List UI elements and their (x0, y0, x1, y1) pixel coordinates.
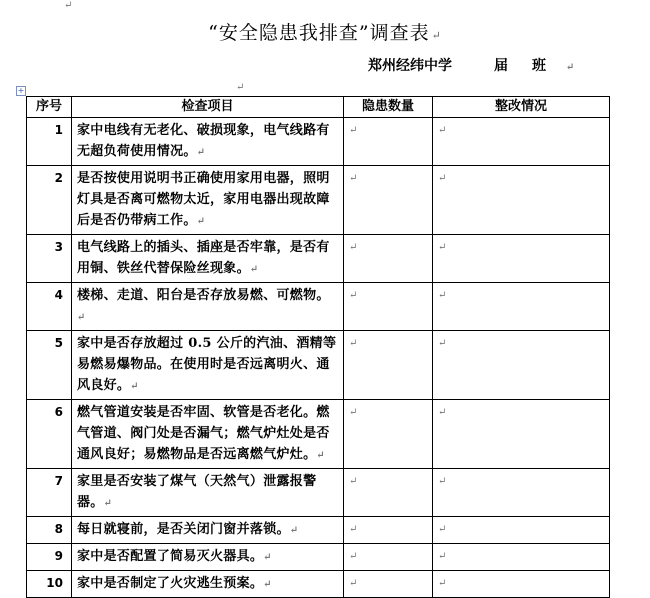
cell-end-mark: ↵ (438, 407, 447, 418)
check-item-text: 电气线路上的插头、插座是否牢靠，是否有用铜、铁丝代替保险丝现象。 (77, 240, 330, 276)
cell-end-mark: ↵ (349, 524, 358, 535)
paragraph-mark: ↵ (431, 29, 442, 42)
table-move-handle-icon[interactable]: + (17, 86, 25, 95)
rectification-cell[interactable] (433, 166, 610, 235)
check-item-text: 每日就寝前，是否关闭门窗并落锁。 (77, 522, 290, 537)
paragraph-mark: ↵ (566, 62, 575, 73)
table-row (27, 544, 610, 571)
table-row (27, 571, 610, 598)
school-name: 郑州经纬中学 (368, 58, 452, 74)
check-item-text: 燃气管道安装是否牢固、软管是否老化。燃气管道、阀门处是否漏气；燃气炉灶处是否通风良好；易燃物品是否远离燃气炉灶。 (77, 405, 330, 462)
hazard-count-cell[interactable] (344, 283, 433, 331)
check-item[interactable] (72, 469, 344, 517)
paragraph-mark: ↵ (263, 579, 272, 590)
row-number: 2 (27, 166, 72, 235)
row-number: 6 (27, 400, 72, 469)
hazard-count-cell[interactable] (344, 166, 433, 235)
paragraph-mark: ↵ (64, 0, 73, 11)
school-line (368, 55, 574, 75)
cell-end-mark: ↵ (438, 173, 447, 184)
check-item-text: 楼梯、走道、阳台是否存放易燃、可燃物。 (77, 288, 330, 303)
hazard-count-cell[interactable] (344, 235, 433, 283)
hazard-count-cell[interactable] (344, 517, 433, 544)
hazard-count-cell[interactable] (344, 571, 433, 598)
check-item[interactable] (72, 118, 344, 166)
check-item-text: 家中电线有无老化、破损现象，电气线路有无超负荷使用情况。 (77, 123, 330, 159)
cell-end-mark: ↵ (349, 290, 358, 301)
cell-end-mark: ↵ (438, 551, 447, 562)
cell-end-mark: ↵ (349, 338, 358, 349)
check-item-text: 家中是否配置了简易灭火器具。 (77, 549, 264, 564)
rectification-cell[interactable] (433, 235, 610, 283)
check-item[interactable] (72, 331, 344, 400)
hazard-count-cell[interactable] (344, 469, 433, 517)
cell-end-mark: ↵ (438, 524, 447, 535)
paragraph-mark: ↵ (236, 82, 245, 93)
cell-end-mark: ↵ (349, 578, 358, 589)
table-row (27, 517, 610, 544)
table-row (27, 469, 610, 517)
paragraph-mark: ↵ (196, 147, 206, 158)
cell-end-mark: ↵ (438, 338, 447, 349)
class-label: 班 (532, 58, 546, 74)
header-item: 检查项目 (72, 97, 344, 118)
rectification-cell[interactable] (433, 517, 610, 544)
hazard-count-cell[interactable] (344, 331, 433, 400)
cell-end-mark: ↵ (349, 173, 358, 184)
grade-label: 届 (494, 58, 508, 74)
cell-end-mark: ↵ (349, 125, 358, 136)
paragraph-mark: ↵ (316, 450, 326, 461)
row-number: 3 (27, 235, 72, 283)
cell-end-mark: ↵ (349, 551, 358, 562)
table-header-row (27, 97, 610, 118)
cell-end-mark: ↵ (349, 476, 358, 487)
check-item[interactable] (72, 283, 344, 331)
check-item-text: 家中是否制定了火灾逃生预案。 (77, 576, 264, 591)
check-item-text: 是否按使用说明书正确使用家用电器，照明灯具是否离可燃物太近，家用电器出现故障后是否仍带病工作。 (77, 171, 330, 228)
rectification-cell[interactable] (433, 400, 610, 469)
document-title (0, 18, 650, 45)
check-item[interactable] (72, 235, 344, 283)
row-number: 9 (27, 544, 72, 571)
table-row (27, 166, 610, 235)
paragraph-mark: ↵ (103, 498, 113, 509)
rectification-cell[interactable] (433, 469, 610, 517)
row-number: 10 (27, 571, 72, 598)
cell-end-mark: ↵ (438, 242, 447, 253)
hazard-count-cell[interactable] (344, 400, 433, 469)
row-number: 4 (27, 283, 72, 331)
rectification-cell[interactable] (433, 571, 610, 598)
check-item[interactable] (72, 166, 344, 235)
header-hazard-count: 隐患数量 (344, 97, 433, 118)
cell-end-mark: ↵ (349, 407, 358, 418)
check-item-text: 家中是否存放超过 0.5 公斤的汽油、酒精等易燃易爆物品。在使用时是否远离明火、通风良好。 (77, 336, 337, 393)
paragraph-mark: ↵ (263, 552, 272, 563)
check-item-text: 家里是否安装了煤气（天然气）泄露报警器。 (77, 474, 317, 510)
table-row (27, 235, 610, 283)
table-row (27, 283, 610, 331)
rectification-cell[interactable] (433, 331, 610, 400)
check-item[interactable] (72, 517, 344, 544)
check-item[interactable] (72, 571, 344, 598)
table-row (27, 118, 610, 166)
inspection-table (26, 96, 610, 598)
rectification-cell[interactable] (433, 118, 610, 166)
cell-end-mark: ↵ (438, 290, 447, 301)
table-row (27, 331, 610, 400)
check-item[interactable] (72, 400, 344, 469)
paragraph-mark: ↵ (77, 312, 86, 323)
rectification-cell[interactable] (433, 544, 610, 571)
cell-end-mark: ↵ (438, 125, 447, 136)
cell-end-mark: ↵ (438, 476, 447, 487)
hazard-count-cell[interactable] (344, 118, 433, 166)
check-item[interactable] (72, 544, 344, 571)
paragraph-mark: ↵ (196, 216, 206, 227)
hazard-count-cell[interactable] (344, 544, 433, 571)
row-number: 1 (27, 118, 72, 166)
table-row (27, 400, 610, 469)
header-index: 序号 (27, 97, 72, 118)
row-number: 7 (27, 469, 72, 517)
title-text: “安全隐患我排查”调查表 (208, 22, 430, 44)
header-rectification: 整改情况 (433, 97, 610, 118)
row-number: 8 (27, 517, 72, 544)
paragraph-mark: ↵ (130, 381, 139, 392)
rectification-cell[interactable] (433, 283, 610, 331)
paragraph-mark: ↵ (249, 264, 259, 275)
paragraph-mark: ↵ (289, 525, 299, 536)
cell-end-mark: ↵ (438, 578, 447, 589)
cell-end-mark: ↵ (349, 242, 358, 253)
row-number: 5 (27, 331, 72, 400)
